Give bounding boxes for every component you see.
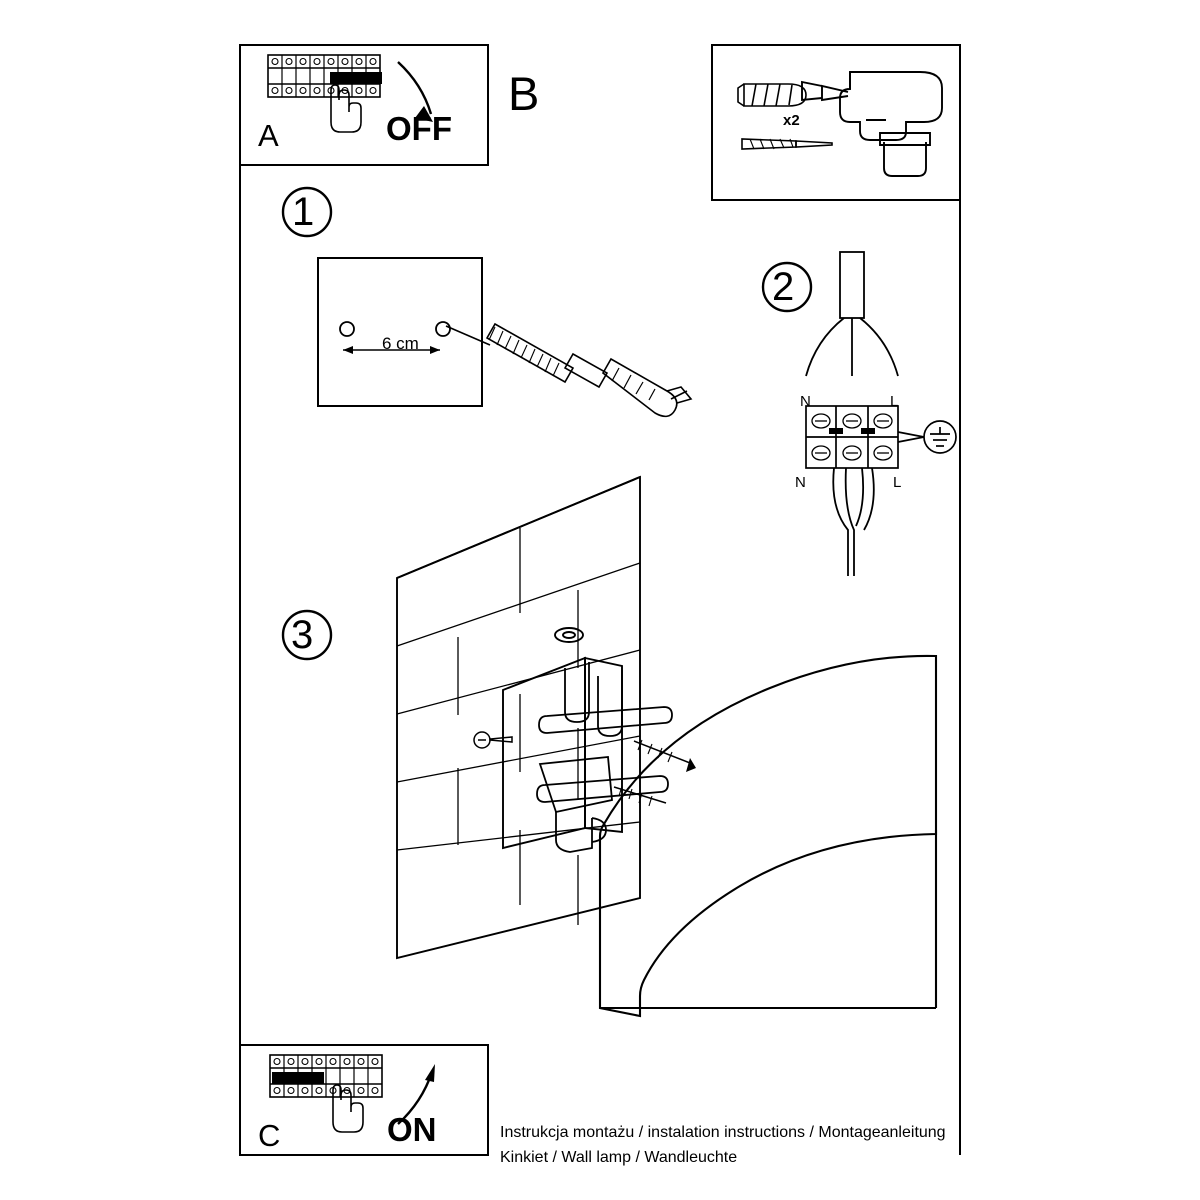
cable-icon [806,252,898,376]
earth-ground-icon [898,421,956,453]
power-drill-icon [802,72,942,176]
curved-glass-shade-icon [600,656,936,1016]
drill-dimension-label: 6 cm [382,334,419,353]
terminal-label-n-bottom: N [795,474,806,491]
terminal-label-l-top: L [890,393,899,410]
terminal-block-icon [806,406,898,468]
footer-caption [500,1120,946,1170]
brick-wall-icon [397,477,640,958]
footer-line-1: Instrukcja montażu / instalation instructions / Montageanleitung [500,1124,946,1141]
footer-line-2: Kinkiet / Wall lamp / Wandleuchte [500,1149,738,1166]
terminal-label-n-top: N [800,393,811,410]
wall-surface-icon [318,258,482,406]
step-b-letter: B [508,67,540,120]
step-c-action-label: ON [387,1111,437,1148]
step-c-letter: C [258,1118,281,1153]
wall-plug-icon [738,84,806,106]
circuit-breaker-hand-on-icon [270,1055,382,1132]
screw-icon [742,139,832,149]
step-a-letter: A [258,118,279,153]
step-3-number: 3 [291,613,314,657]
lamp-bracket-icon [503,628,622,848]
step-1-number: 1 [292,190,315,234]
terminal-label-l-bottom: L [893,474,902,491]
circuit-breaker-hand-icon [268,55,382,132]
tools-quantity-label: x2 [783,112,800,129]
step-a-action-label: OFF [386,110,452,147]
step-2-number: 2 [772,265,795,309]
lamp-wires-icon [833,468,874,576]
